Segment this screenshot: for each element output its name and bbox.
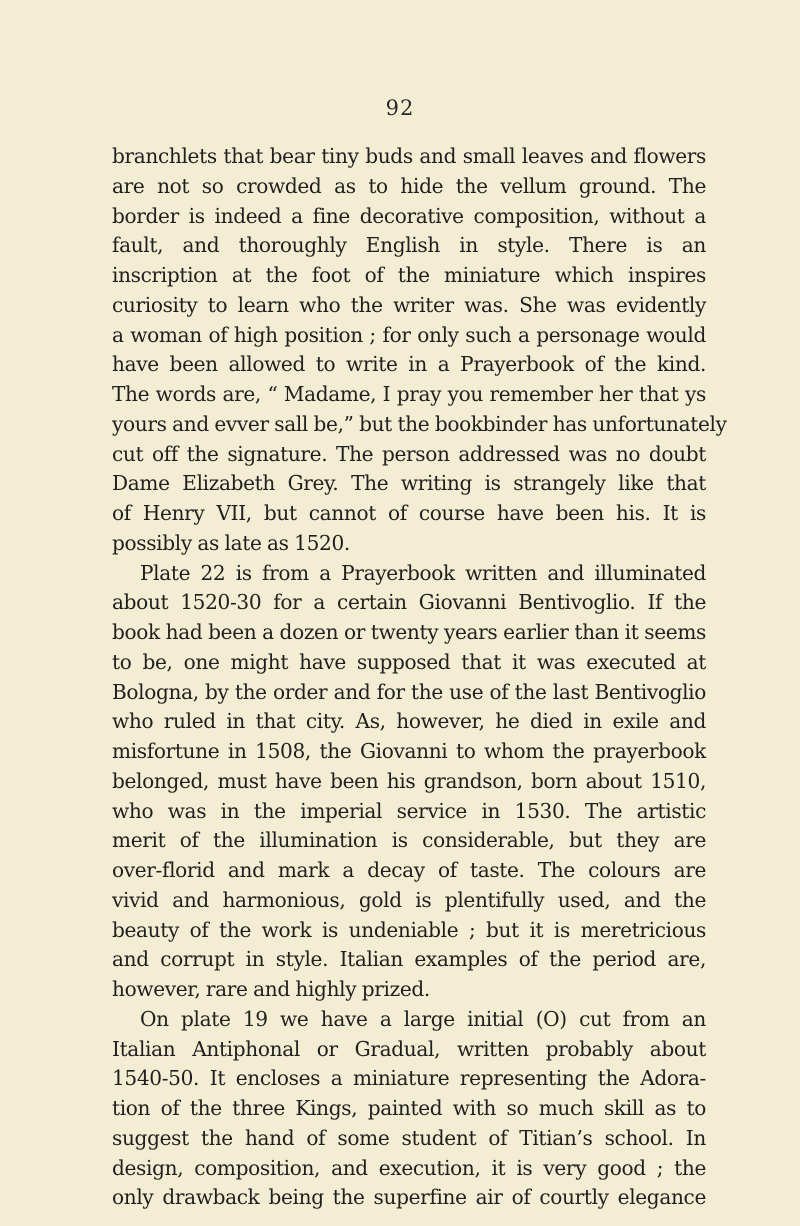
- text-line: have been allowed to write in a Prayerbook of the kind.: [112, 352, 706, 377]
- text-line: however, rare and highly prized.: [112, 977, 430, 1001]
- text-line: The words are, “ Madame, I pray you remember her that ys: [112, 382, 706, 406]
- text-line: On plate 19 we have a large initial (O) cut from an: [140, 1006, 706, 1031]
- text-line: Plate 22 is from a Prayerbook written and illuminated: [140, 560, 706, 585]
- text-line: only drawback being the superfine air of courtly elegance: [112, 1185, 706, 1210]
- text-line: Italian Antiphonal or Gradual, written probably about: [112, 1036, 706, 1061]
- text-line: and corrupt in style. Italian examples of the period are,: [112, 947, 706, 972]
- text-line: fault, and thoroughly English in style. There is an: [112, 233, 706, 258]
- text-line: of Henry VII, but cannot of course have been his. It is: [112, 501, 706, 525]
- text-line: possibly as late as 1520.: [112, 530, 350, 555]
- text-line: suggest the hand of some student of Titian’s school. In: [112, 1125, 706, 1150]
- text-line: design, composition, and execution, it is very good ; the: [112, 1155, 706, 1180]
- text-line: branchlets that bear tiny buds and small leaves and flowers: [112, 144, 706, 168]
- text-line: are not so crowded as to hide the vellum ground. The: [112, 173, 706, 198]
- text-line: over-florid and mark a decay of taste. The colours are: [112, 858, 706, 882]
- text-line: who was in the imperial service in 1530. The artistic: [112, 798, 706, 823]
- text-line: beauty of the work is undeniable ; but it is meretricious: [112, 917, 706, 942]
- text-line: merit of the illumination is considerable, but they are: [112, 828, 706, 853]
- text-line: border is indeed a fine decorative composition, without a: [112, 203, 706, 228]
- text-line: about 1520-30 for a certain Giovanni Bentivoglio. If the: [112, 590, 706, 615]
- body-text: [112, 142, 727, 1213]
- text-line: 1540-50. It encloses a miniature representing the Adora-: [112, 1066, 706, 1091]
- text-line: a woman of high position ; for only such a personage would: [112, 322, 706, 347]
- text-line: who ruled in that city. As, however, he died in exile and: [112, 709, 706, 734]
- page-number: 92: [385, 96, 415, 120]
- text-line: curiosity to learn who the writer was. She was evidently: [112, 292, 706, 317]
- text-line: tion of the three Kings, painted with so much skill as to: [112, 1096, 706, 1120]
- text-line: book had been a dozen or twenty years earlier than it seems: [112, 620, 706, 644]
- text-line: yours and evver sall be,” but the bookbinder has unfortunately: [112, 411, 727, 436]
- text-line: vivid and harmonious, gold is plentifully used, and the: [112, 887, 706, 912]
- text-line: belonged, must have been his grandson, born about 1510,: [112, 768, 706, 793]
- text-line: Dame Elizabeth Grey. The writing is strangely like that: [112, 471, 706, 496]
- text-line: Bologna, by the order and for the use of the last Bentivoglio: [112, 679, 706, 704]
- text-line: to be, one might have supposed that it was executed at: [112, 649, 706, 674]
- text-line: misfortune in 1508, the Giovanni to whom the prayerbook: [112, 739, 706, 763]
- text-line: cut off the signature. The person addressed was no doubt: [112, 441, 706, 466]
- text-line: inscription at the foot of the miniature which inspires: [112, 263, 706, 287]
